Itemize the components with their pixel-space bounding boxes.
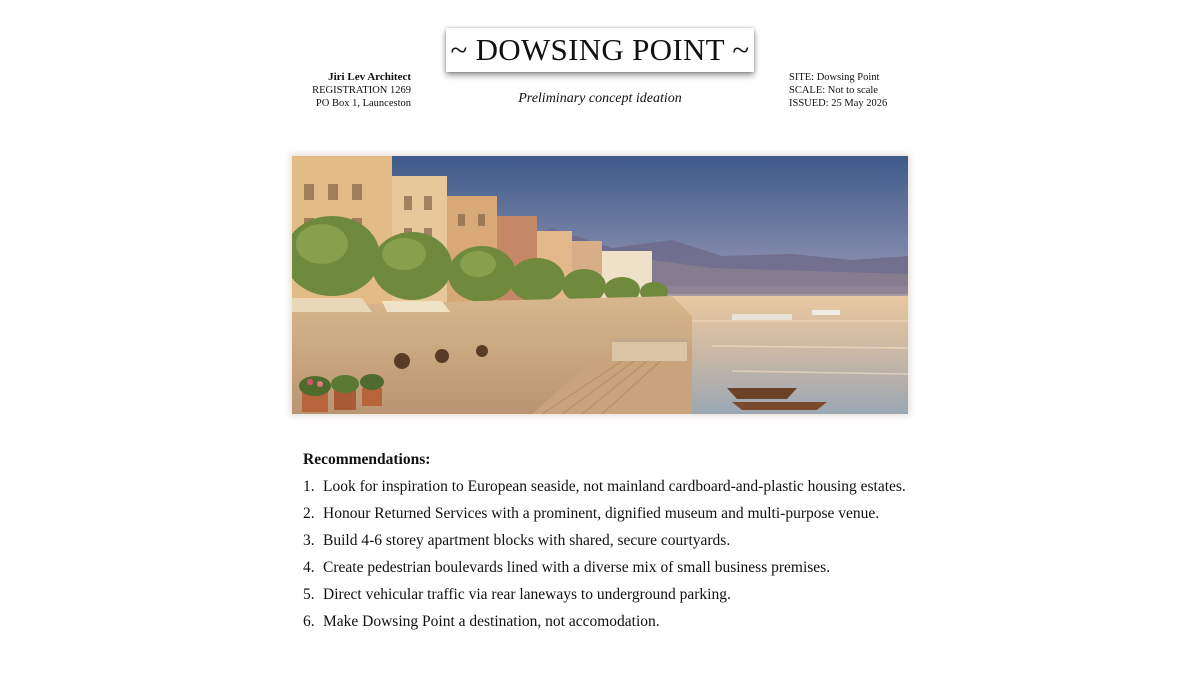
list-item bbox=[303, 611, 906, 638]
architect-block bbox=[312, 71, 411, 110]
list-item-number: 4. bbox=[303, 559, 315, 576]
site-issued: ISSUED: 25 May 2026 bbox=[789, 98, 888, 109]
list-item bbox=[303, 557, 906, 584]
list-item-text: Look for inspiration to European seaside, not mainland cardboard-and-plastic housing estates. bbox=[323, 478, 906, 495]
recommendations-list bbox=[303, 476, 906, 638]
list-item bbox=[303, 503, 906, 530]
site-info-block bbox=[789, 71, 887, 110]
list-item-number: 6. bbox=[303, 613, 315, 630]
site-scale: SCALE: Not to scale bbox=[789, 85, 878, 96]
waterfront-painting bbox=[292, 156, 908, 414]
list-item-number: 1. bbox=[303, 478, 315, 495]
list-item bbox=[303, 476, 906, 503]
list-item-number: 2. bbox=[303, 505, 315, 522]
list-item-text: Direct vehicular traffic via rear laneways to underground parking. bbox=[323, 586, 731, 603]
recommendations-heading: Recommendations: bbox=[303, 451, 431, 468]
list-item-text: Build 4-6 storey apartment blocks with shared, secure courtyards. bbox=[323, 532, 731, 549]
title-plate bbox=[446, 28, 754, 72]
list-item-text: Create pedestrian boulevards lined with a diverse mix of small business premises. bbox=[323, 559, 831, 576]
list-item-number: 3. bbox=[303, 532, 315, 549]
architect-registration: REGISTRATION 1269 bbox=[312, 85, 411, 96]
page-subtitle: Preliminary concept ideation bbox=[518, 91, 682, 106]
list-item-text: Make Dowsing Point a destination, not accomodation. bbox=[323, 613, 660, 630]
site-name: SITE: Dowsing Point bbox=[789, 72, 880, 83]
architect-name: Jiri Lev Architect bbox=[328, 71, 411, 83]
architect-address: PO Box 1, Launceston bbox=[315, 98, 411, 109]
page-title: ~ DOWSING POINT ~ bbox=[450, 32, 750, 67]
list-item bbox=[303, 530, 906, 557]
concept-illustration bbox=[292, 156, 908, 414]
list-item-text: Honour Returned Services with a prominent, dignified museum and multi-purpose venue. bbox=[323, 505, 880, 522]
list-item bbox=[303, 584, 906, 611]
list-item-number: 5. bbox=[303, 586, 315, 603]
